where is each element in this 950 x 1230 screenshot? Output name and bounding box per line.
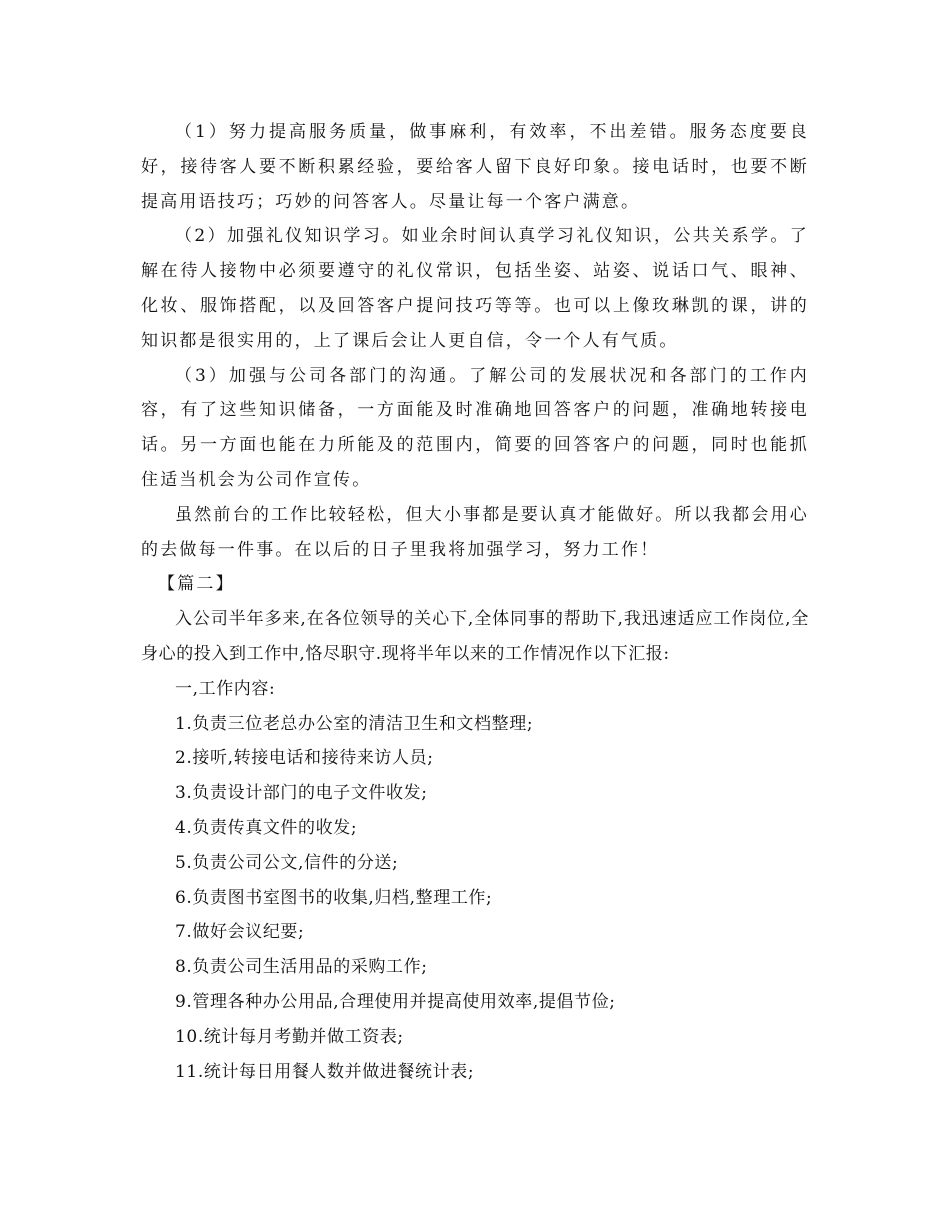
list-item: 2.接听,转接电话和接待来访人员;: [175, 748, 434, 769]
list-item: 3.负责设计部门的电子文件收发;: [175, 783, 428, 804]
paragraph-communication: （3）加强与公司各部门的沟通。了解公司的发展状况和各部门的工作内容，有了这些知识储备，一方面能及时准确地回答客户的问题，准确地转接电话。另一方面也能在力所能及的范围内，简要的回答客户的问题，同时也能抓住适当机会为公司作宣传。: [141, 365, 809, 490]
paragraph-service-quality: （1）努力提高服务质量，做事麻利，有效率，不出差错。服务态度要良好，接待客人要不断积累经验，要给客人留下良好印象。接电话时，也要不断提高用语技巧；巧妙的问答客人。尽量让每一个客户满意。: [141, 122, 809, 212]
work-content-heading: 一,工作内容:: [175, 678, 276, 699]
list-item: 8.负责公司生活用品的采购工作;: [175, 957, 428, 978]
document-body: [141, 115, 809, 1089]
paragraph-conclusion: 虽然前台的工作比较轻松，但大小事都是要认真才能做好。所以我都会用心的去做每一件事。在以后的日子里我将加强学习，努力工作！: [141, 504, 809, 560]
list-item: 7.做好会议纪要;: [175, 922, 305, 943]
list-item: 1.负责三位老总办公室的清洁卫生和文档整理;: [175, 713, 534, 734]
list-item: 9.管理各种办公用品,合理使用并提高使用效率,提倡节俭;: [175, 991, 616, 1012]
list-item: 6.负责图书室图书的收集,归档,整理工作;: [175, 887, 493, 908]
paragraph-etiquette: （2）加强礼仪知识学习。如业余时间认真学习礼仪知识，公共关系学。了解在待人接物中必须要遵守的礼仪常识，包括坐姿、站姿、说话口气、眼神、化妆、服饰搭配，以及回答客户提问技巧等等。也可以上像玫琳凯的课，讲的知识都是很实用的，上了课后会让人更自信，令一个人有气质。: [141, 226, 809, 351]
list-item: 11.统计每日用餐人数并做进餐统计表;: [175, 1061, 475, 1082]
section-heading: 【篇二】: [158, 574, 235, 595]
list-item: 4.负责传真文件的收发;: [175, 817, 358, 838]
list-item: 10.统计每月考勤并做工资表;: [175, 1026, 404, 1047]
intro-paragraph: 入公司半年多来,在各位领导的关心下,全体同事的帮助下,我迅速适应工作岗位,全身心的投入到工作中,恪尽职守.现将半年以来的工作情况作以下汇报:: [141, 609, 809, 664]
list-item: 5.负责公司公文,信件的分送;: [175, 852, 399, 873]
